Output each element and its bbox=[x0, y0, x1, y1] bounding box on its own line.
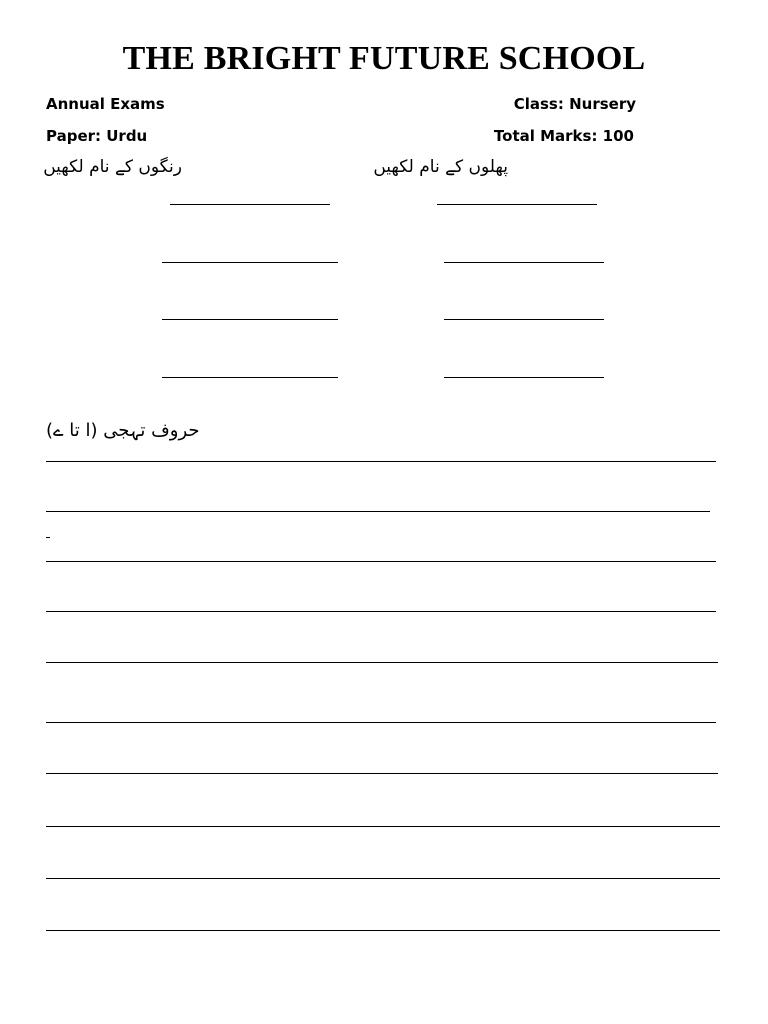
colors-question: رنگوں کے نام لکھیں bbox=[43, 157, 182, 177]
alphabet-writing-line[interactable] bbox=[46, 878, 720, 879]
school-title: THE BRIGHT FUTURE SCHOOL bbox=[122, 40, 646, 77]
alphabet-writing-line[interactable] bbox=[46, 930, 720, 931]
alphabet-writing-line[interactable] bbox=[46, 773, 718, 774]
color-answer-line[interactable] bbox=[162, 262, 338, 263]
alphabet-question: حروف تہجی (ا تا ے) bbox=[46, 420, 200, 441]
fruits-question: پھلوں کے نام لکھیں bbox=[373, 157, 508, 177]
color-answer-line[interactable] bbox=[162, 377, 338, 378]
color-answer-line[interactable] bbox=[162, 319, 338, 320]
fruit-answer-line[interactable] bbox=[444, 319, 604, 320]
exam-name: Annual Exams bbox=[46, 95, 165, 113]
alphabet-writing-line[interactable] bbox=[46, 561, 716, 562]
stray-mark bbox=[46, 537, 50, 538]
fruit-answer-line[interactable] bbox=[444, 262, 604, 263]
color-answer-line[interactable] bbox=[170, 204, 330, 205]
total-marks: Total Marks: 100 bbox=[493, 127, 634, 145]
alphabet-writing-line[interactable] bbox=[46, 461, 716, 462]
class-label: Class: Nursery bbox=[513, 95, 636, 113]
alphabet-writing-line[interactable] bbox=[46, 662, 718, 663]
alphabet-writing-line[interactable] bbox=[46, 826, 720, 827]
paper-label: Paper: Urdu bbox=[46, 127, 148, 145]
fruit-answer-line[interactable] bbox=[437, 204, 597, 205]
fruit-answer-line[interactable] bbox=[444, 377, 604, 378]
alphabet-writing-line[interactable] bbox=[46, 611, 716, 612]
alphabet-writing-line[interactable] bbox=[46, 511, 710, 512]
alphabet-writing-line[interactable] bbox=[46, 722, 716, 723]
